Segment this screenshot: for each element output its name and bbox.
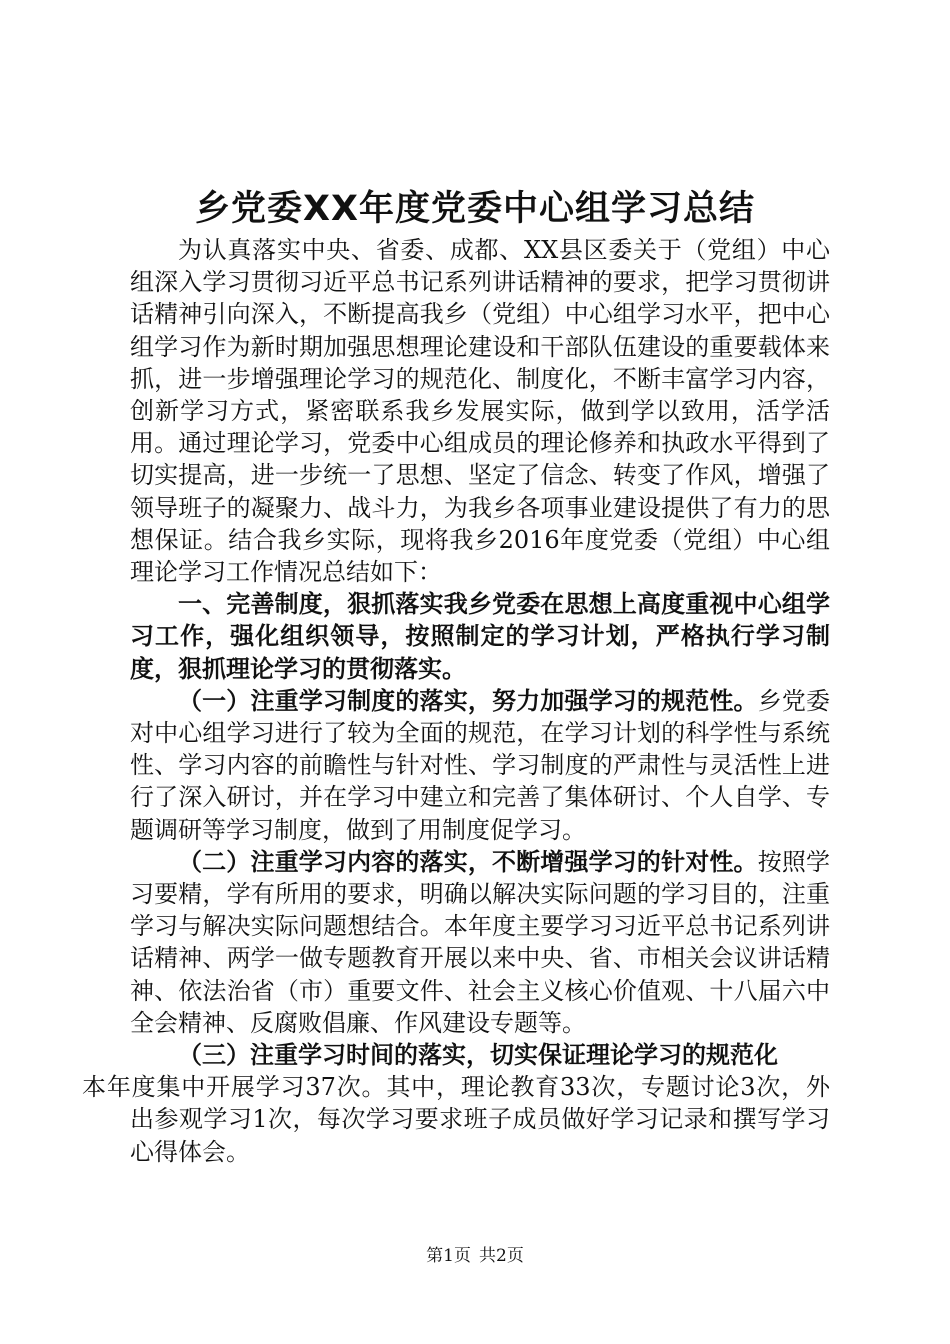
- subsection-1-paragraph: [130, 685, 830, 846]
- subsection-3-heading: （三）注重学习时间的落实，切实保证理论学习的规范化: [178, 1041, 778, 1070]
- page-number-current: 第1页: [426, 1246, 471, 1266]
- subsection-1-heading: （一）注重学习制度的落实，努力加强学习的规范性。: [178, 686, 758, 715]
- subsection-2-text: 按照学习要精，学有所用的要求，明确以解决实际问题的学习目的，注重学习与解决实际问题想结合。本年度主要学习习近平总书记系列讲话精神、两学一做专题教育开展以来中央、省、市相关会议讲话精神、依法治省（市）重要文件、社会主义核心价值观、十八届六中全会精神、反腐败倡廉、作风建设专题等。: [130, 847, 831, 1037]
- subsection-2-paragraph: [130, 846, 830, 1039]
- intro-paragraph: 为认真落实中央、省委、成都、XX县区委关于（党组）中心组深入学习贯彻习近平总书记系列讲话精神的要求，把学习贯彻讲话精神引向深入，不断提高我乡（党组）中心组学习水平，把中心组学习作为新时期加强思想理论建设和干部队伍建设的重要载体来抓，进一步增强理论学习的规范化、制度化，不断丰富学习内容，创新学习方式，紧密联系我乡发展实际，做到学以致用，活学活用。通过理论学习，党委中心组成员的理论修养和执政水平得到了切实提高，进一步统一了思想、坚定了信念、转变了作风，增强了领导班子的凝聚力、战斗力，为我乡各项事业建设提供了有力的思想保证。结合我乡实际，现将我乡2016年度党委（党组）中心组理论学习工作情况总结如下：: [130, 236, 830, 587]
- section-1-paragraph: 一、完善制度，狠抓落实我乡党委在思想上高度重视中心组学习工作，强化组织领导，按照制定的学习计划，严格执行学习制度，狠抓理论学习的贯彻落实。: [130, 590, 830, 683]
- document-title: 乡党委XX年度党委中心组学习总结: [195, 189, 755, 229]
- subsection-1-text: 乡党委对中心组学习进行了较为全面的规范，在学习计划的科学性与系统性、学习内容的前瞻性与针对性、学习制度的严肃性与灵活性上进行了深入研讨，并在学习中建立和完善了集体研讨、个人自学、专题调研等学习制度，做到了用制度促学习。: [130, 686, 831, 844]
- page-number-total: 共2页: [479, 1246, 524, 1266]
- document-body: [82, 234, 831, 1168]
- subsection-3-paragraph: [82, 1039, 830, 1168]
- subsection-2-heading: （二）注重学习内容的落实，不断增强学习的针对性。: [178, 847, 758, 876]
- subsection-3-text: 本年度集中开展学习37次。其中，理论教育33次，专题讨论3次，外出参观学习1次，每次学习要求班子成员做好学习记录和撰写学习心得体会。: [82, 1073, 830, 1166]
- page-footer: [0, 1244, 950, 1268]
